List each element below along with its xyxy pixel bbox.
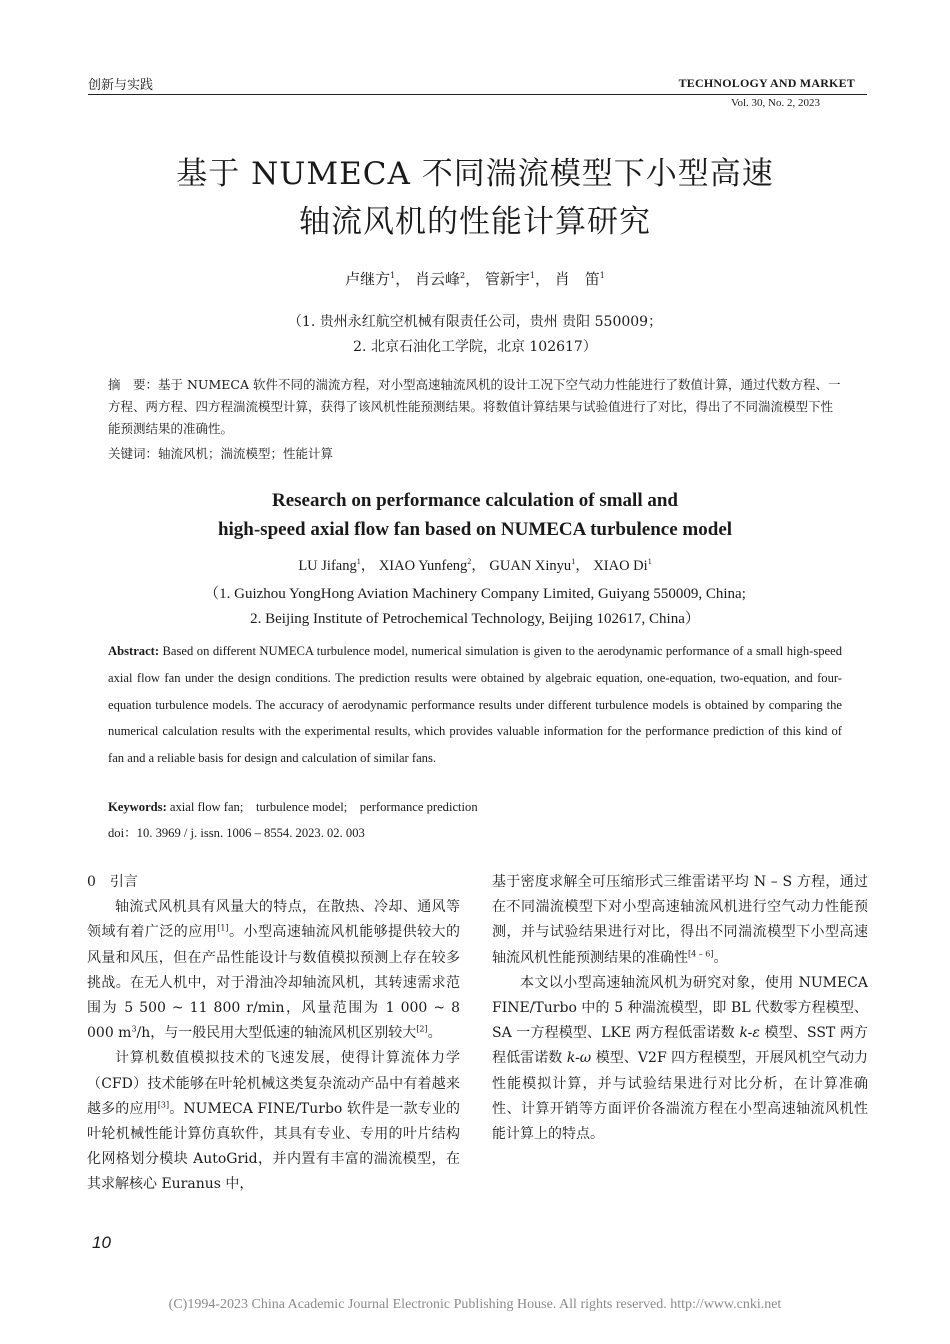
- author-aff-mark: 1: [647, 557, 652, 567]
- title-cn-line1: 基于 NUMECA 不同湍流模型下小型高速: [176, 156, 774, 192]
- affiliation-en: 2. Beijing Institute of Petrochemical Technology, Beijing 102617, China）: [250, 611, 700, 627]
- title-cn-line2: 轴流风机的性能计算研究: [299, 204, 651, 240]
- doi: doi：10. 3969 / j. issn. 1006 – 8554. 2023. 02. 003: [108, 826, 365, 840]
- author-cn: 肖 笛: [554, 270, 600, 288]
- paragraph-text: 本文以小型高速轴流风机为研究对象，使用 NUMECA FINE/Turbo 中的 5 种湍流模型，即 BL 代数零方程模型、SA 一方程模型、LKE 两方程低雷诺数: [492, 974, 868, 1042]
- title-en-line1: Research on performance calculation of small and: [272, 490, 678, 511]
- paragraph-text: 。: [713, 949, 728, 966]
- keywords-cn-text: 轴流风机；湍流模型；性能计算: [158, 446, 334, 461]
- page-number: 10: [92, 1233, 111, 1252]
- paragraph-text: 模型、V2F 四方程模型，开展风机空气动力性能模拟计算，并与试验结果进行对比分析，在计算准确性、计算开销等方面评价各湍流方程在小型高速轴流风机性能计算上的特点。: [492, 1050, 869, 1143]
- affiliation-en: （1. Guizhou YongHong Aviation Machinery Company Limited, Guiyang 550009, China;: [204, 586, 746, 602]
- paragraph-text: 。: [427, 1025, 442, 1042]
- body-column-right: [492, 870, 868, 1147]
- body-column-left: [87, 870, 460, 1198]
- author-cn: 管新宇: [484, 270, 530, 288]
- section-heading: 0 引言: [87, 874, 138, 890]
- running-header-left: 创新与实践: [88, 78, 154, 93]
- abstract-cn-label: 摘 要：: [108, 377, 159, 392]
- authors-en: LU Jifang$^1$， XIAO Yunfeng$^2$， GUAN Xinyu$^1$， XIAO Di$^1$: [298, 557, 652, 574]
- citation: [2]: [416, 1024, 428, 1034]
- author-aff-mark: 1: [529, 271, 535, 280]
- keywords-en: [108, 796, 478, 815]
- superscript: 3: [131, 1024, 137, 1034]
- abstract-en-text: Based on different NUMECA turbulence model, numerical simulation is given to the aerodynamic performance of a small high-speed axial flow fan under the design conditions. The prediction results were obtained by algebraic equation, one-equation, two-equation, and four-equation turbulence models. The accuracy of aerodynamic performance results under different turbulence models is obtained by comparing the numerical calculation results with the experimental results, which provides valuable information for the performance prediction of this kind of fan and a reliable basis for design and calculation of similar fans.: [108, 644, 842, 766]
- affiliation-cn: （1. 贵州永红航空机械有限责任公司，贵州 贵阳 550009；: [287, 314, 663, 330]
- authors-cn: 卢继方$^1$， 肖云峰$^2$， 管新宇$^1$， 肖 笛$^1$: [345, 270, 605, 288]
- paragraph: [492, 971, 868, 1147]
- copyright-footer: (C)1994-2023 China Academic Journal Electronic Publishing House. All rights reserved. http://www.cnki.net: [168, 1297, 782, 1312]
- citation: [1]: [217, 923, 229, 933]
- author-aff-mark: 2: [460, 271, 466, 280]
- keywords-cn: [108, 443, 843, 465]
- citation: [3]: [157, 1100, 170, 1110]
- author-cn: 卢继方: [345, 270, 391, 288]
- abstract-en-label: Abstract:: [108, 644, 160, 658]
- paragraph-text: 。NUMECA FINE/Turbo 软件是一款专业的叶轮机械性能计算仿真软件，其具有专业、专用的叶片结构化网格划分模块 AutoGrid，并内置有丰富的湍流模型，在其求解核心 Euranus 中，: [87, 1100, 461, 1193]
- author-aff-mark: 1: [599, 271, 605, 280]
- author-en: LU Jifang: [298, 558, 357, 574]
- author-en: XIAO Yunfeng: [378, 558, 468, 574]
- math-symbol: k-ε: [739, 1025, 760, 1042]
- abstract-cn: [108, 374, 843, 440]
- paragraph: [492, 870, 868, 971]
- paragraph-text: 基于密度求解全可压缩形式三维雷诺平均 N – S 方程，通过在不同湍流模型下对小型高速轴流风机进行空气动力性能预测，并与试验结果进行对比，得出不同湍流模型下小型高速轴流风机性能预测结果的准确性: [492, 874, 868, 966]
- author-aff-mark: 1: [356, 557, 361, 567]
- running-header-right: TECHNOLOGY AND MARKET: [678, 76, 855, 90]
- keywords-en-label: Keywords:: [108, 800, 167, 814]
- paragraph-text: 轴流式风机具有风量大的特点，在散热、冷却、通风等领域有着广泛的应用: [87, 899, 460, 941]
- paragraph-text: /h，与一般民用大型低速的轴流风机区别较大: [136, 1025, 417, 1042]
- math-symbol: k-ω: [566, 1050, 592, 1067]
- volume-info: Vol. 30, No. 2, 2023: [730, 97, 820, 109]
- author-aff-mark: 1: [571, 557, 576, 567]
- affiliation-cn: 2. 北京石油化工学院，北京 102617）: [353, 339, 597, 355]
- keywords-cn-label: 关键词：: [108, 446, 159, 461]
- keywords-en-text: axial flow fan; turbulence model; performance prediction: [166, 800, 478, 814]
- author-cn: 肖云峰: [415, 270, 461, 288]
- author-aff-mark: 2: [467, 557, 472, 567]
- header-rule: [88, 94, 867, 95]
- paragraph-text: 模型、SST 两方程低雷诺数: [492, 1025, 868, 1067]
- author-aff-mark: 1: [390, 271, 396, 280]
- paragraph: [87, 1046, 460, 1197]
- paragraph-text: 计算机数值模拟技术的飞速发展，使得计算流体力学（CFD）技术能够在叶轮机械这类复杂流动产品中有着越来越多的应用: [87, 1050, 460, 1117]
- author-en: XIAO Di: [593, 558, 648, 574]
- citation: [4 – 6]: [688, 948, 714, 958]
- paragraph: [87, 895, 460, 1046]
- author-en: GUAN Xinyu: [489, 558, 572, 574]
- paragraph-text: 。小型高速轴流风机能够提供较大的风量和风压，但在产品性能设计与数值模拟预测上存在较多挑战。在无人机中，对于滑油冷却轴流风机，其转速需求范围为 5 500 ~ 11 800 r/min，风量范围为 1 000 ~ 8 000 m: [87, 924, 461, 1042]
- abstract-cn-text: 基于 NUMECA 软件不同的湍流方程，对小型高速轴流风机的设计工况下空气动力性能进行了数值计算，通过代数方程、一方程、两方程、四方程湍流模型计算，获得了该风机性能预测结果。将数值计算结果与试验值进行了对比，得出了不同湍流模型下性能预测结果的准确性。: [108, 377, 841, 436]
- abstract-en: [108, 638, 842, 772]
- title-en-line2: high-speed axial flow fan based on NUMECA turbulence model: [217, 519, 733, 540]
